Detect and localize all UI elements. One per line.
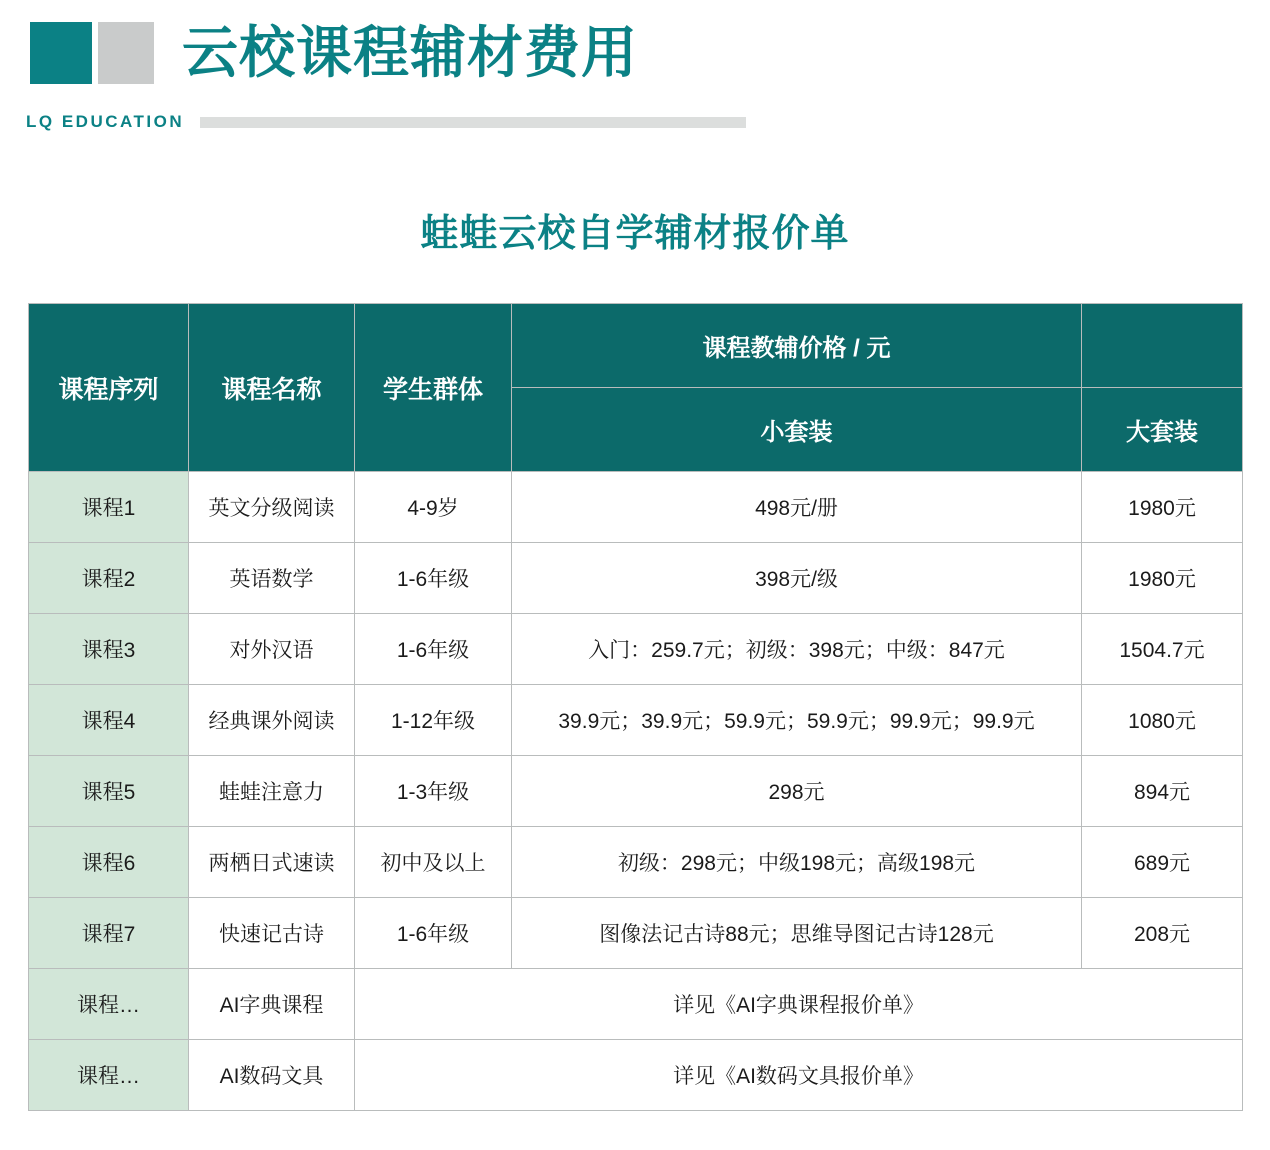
- cell-seq: 课程6: [29, 827, 189, 898]
- cell-seq: 课程7: [29, 898, 189, 969]
- cell-small-price: 39.9元；39.9元；59.9元；59.9元；99.9元；99.9元: [512, 685, 1082, 756]
- table-body: [29, 472, 1243, 1111]
- header-group: 学生群体: [355, 304, 512, 472]
- cell-name: AI数码文具: [189, 1040, 355, 1111]
- cell-big-price: 689元: [1082, 827, 1243, 898]
- table-row: [29, 1040, 1243, 1111]
- cell-group: 4-9岁: [355, 472, 512, 543]
- header-small-set: 小套装: [512, 388, 1082, 472]
- cell-small-price: 298元: [512, 756, 1082, 827]
- table-row: [29, 614, 1243, 685]
- cell-name: 英语数学: [189, 543, 355, 614]
- cell-big-price: 208元: [1082, 898, 1243, 969]
- cell-small-price: 图像法记古诗88元；思维导图记古诗128元: [512, 898, 1082, 969]
- cell-group: 1-6年级: [355, 543, 512, 614]
- table-head: [29, 304, 1243, 472]
- price-table: [28, 303, 1243, 1111]
- cell-group: 1-6年级: [355, 614, 512, 685]
- cell-group: 1-3年级: [355, 756, 512, 827]
- cell-note: 详见《AI数码文具报价单》: [355, 1040, 1243, 1111]
- logo-square-gray-icon: [98, 22, 154, 84]
- price-table-wrapper: [28, 303, 1242, 1111]
- brand-divider: [200, 117, 746, 128]
- document-title: 蛙蛙云校自学辅材报价单: [420, 213, 850, 255]
- brand-name: LQ EDUCATION: [26, 112, 185, 131]
- cell-name: 快速记古诗: [189, 898, 355, 969]
- table-row: [29, 898, 1243, 969]
- header-big-set: 大套装: [1082, 388, 1243, 472]
- cell-seq: 课程…: [29, 969, 189, 1040]
- cell-big-price: 1504.7元: [1082, 614, 1243, 685]
- cell-small-price: 初级：298元；中级198元；高级198元: [512, 827, 1082, 898]
- cell-group: 1-12年级: [355, 685, 512, 756]
- cell-note: 详见《AI字典课程报价单》: [355, 969, 1243, 1040]
- header-title: 云校课程辅材费用: [182, 21, 638, 84]
- page-header: [0, 0, 1270, 150]
- cell-group: 初中及以上: [355, 827, 512, 898]
- cell-name: 英文分级阅读: [189, 472, 355, 543]
- cell-big-price: 1980元: [1082, 543, 1243, 614]
- cell-big-price: 1080元: [1082, 685, 1243, 756]
- cell-small-price: 398元/级: [512, 543, 1082, 614]
- table-row: [29, 827, 1243, 898]
- cell-small-price: 498元/册: [512, 472, 1082, 543]
- header-seq: 课程序列: [29, 304, 189, 472]
- cell-small-price: 入门：259.7元；初级：398元；中级：847元: [512, 614, 1082, 685]
- brand-row: [26, 112, 746, 132]
- table-header-row-1: [29, 304, 1243, 388]
- cell-seq: 课程4: [29, 685, 189, 756]
- cell-name: AI字典课程: [189, 969, 355, 1040]
- cell-seq: 课程1: [29, 472, 189, 543]
- table-row: [29, 685, 1243, 756]
- cell-seq: 课程5: [29, 756, 189, 827]
- cell-big-price: 1980元: [1082, 472, 1243, 543]
- table-row: [29, 756, 1243, 827]
- cell-big-price: 894元: [1082, 756, 1243, 827]
- table-row: [29, 472, 1243, 543]
- table-row: [29, 543, 1243, 614]
- header-price-group: 课程教辅价格 / 元: [512, 304, 1082, 388]
- cell-seq: 课程2: [29, 543, 189, 614]
- header-name: 课程名称: [189, 304, 355, 472]
- logo-square-teal-icon: [30, 22, 92, 84]
- cell-seq: 课程…: [29, 1040, 189, 1111]
- logo: [30, 22, 154, 84]
- cell-name: 经典课外阅读: [189, 685, 355, 756]
- cell-name: 两栖日式速读: [189, 827, 355, 898]
- header-price-group-spacer: [1082, 304, 1243, 388]
- cell-group: 1-6年级: [355, 898, 512, 969]
- cell-name: 对外汉语: [189, 614, 355, 685]
- table-row: [29, 969, 1243, 1040]
- cell-seq: 课程3: [29, 614, 189, 685]
- cell-name: 蛙蛙注意力: [189, 756, 355, 827]
